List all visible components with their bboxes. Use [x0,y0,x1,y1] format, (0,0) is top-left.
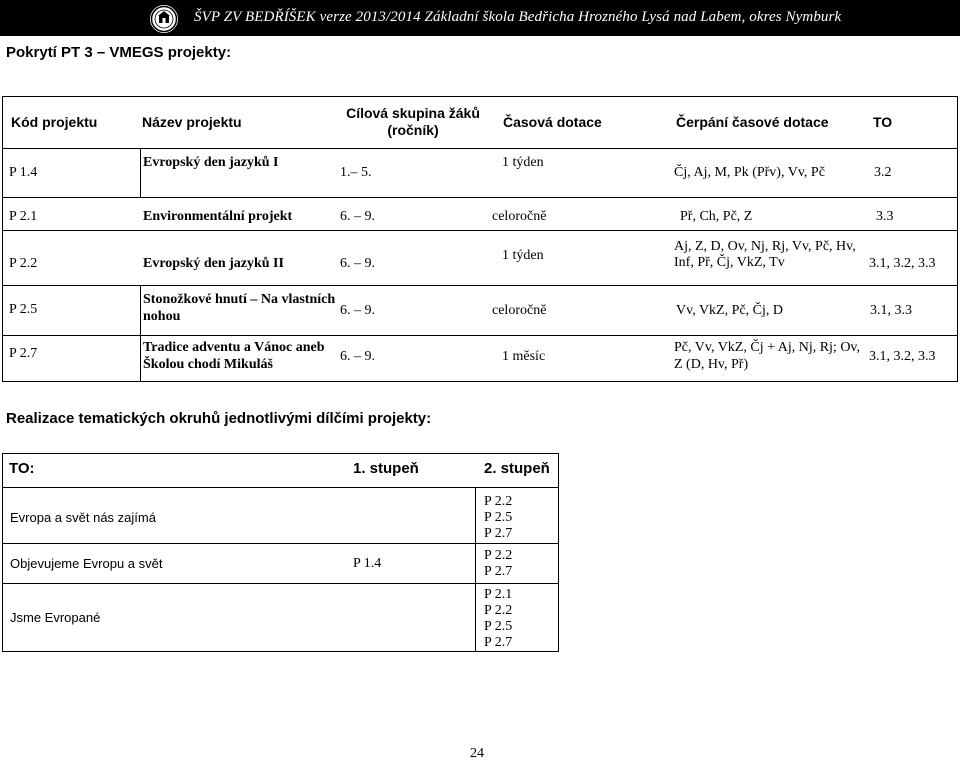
page-number: 24 [470,746,484,761]
row-time: celoročně [492,209,547,224]
row-target: 6. – 9. [340,256,375,271]
row-to: 3.1, 3.3 [870,303,912,318]
theme-stage2-item: P 2.7 [484,564,513,579]
theme-stage1-item: P 1.4 [353,556,382,571]
row-name-line2: Školou chodí Mikuláš [143,357,273,372]
row-name: Evropský den jazyků II [143,256,284,271]
coverage-title: Pokrytí PT 3 – VMEGS projekty: [6,44,232,61]
col-header-time: Časová dotace [503,114,602,130]
theme-stage2-item: P 2.2 [484,603,513,618]
row-name-line2: nohou [143,309,181,324]
row-usage: Př, Ch, Pč, Z [680,209,753,224]
row-code: P 2.2 [9,256,38,271]
row-target: 6. – 9. [340,349,375,364]
row-target: 1.– 5. [340,165,372,180]
realization-title: Realizace tematických okruhů jednotlivými dílčími projekty: [6,410,432,427]
school-logo-icon [148,3,180,35]
row-target: 6. – 9. [340,303,375,318]
header-text: ŠVP ZV BEDŘÍŠEK verze 2013/2014 Základní škola Bedřicha Hrozného Lysá nad Labem, okres Nymburk [194,9,842,25]
themes-header-stage1: 1. stupeň [353,460,419,477]
row-name-line1: Stonožkové hnutí – Na vlastních [143,292,336,307]
row-time: 1 týden [502,155,544,170]
row-usage-line1: Pč, Vv, VkZ, Čj + Aj, Nj, Rj; Ov, [674,340,861,355]
theme-stage2-item: P 2.7 [484,635,513,650]
row-code: P 2.1 [9,209,38,224]
col-header-code: Kód projektu [11,114,98,130]
row-usage-line1: Aj, Z, D, Ov, Nj, Rj, Vv, Pč, Hv, [674,239,856,254]
row-time: celoročně [492,303,547,318]
row-usage-line2: Inf, Př, Čj, VkZ, Tv [674,255,785,270]
row-usage-line2: Z (D, Hv, Př) [674,357,749,372]
row-code: P 1.4 [9,165,38,180]
row-code: P 2.7 [9,346,38,361]
row-target: 6. – 9. [340,209,375,224]
row-time: 1 týden [502,248,544,263]
theme-name: Jsme Evropané [10,610,101,625]
themes-header-stage2: 2. stupeň [484,460,550,477]
col-header-name: Název projektu [142,114,242,130]
row-name-line1: Tradice adventu a Vánoc aneb [143,340,325,355]
row-to: 3.2 [874,165,892,180]
row-usage: Čj, Aj, M, Pk (Přv), Vv, Pč [674,165,825,180]
col-header-target-line2: (ročník) [387,122,439,138]
col-header-target-line1: Cílová skupina žáků [346,105,480,121]
page-header [0,0,960,36]
theme-stage2-item: P 2.2 [484,548,513,563]
row-name: Environmentální projekt [143,209,293,224]
themes-header-to: TO: [9,460,35,477]
theme-name: Evropa a svět nás zajímá [10,510,156,525]
row-to: 3.1, 3.2, 3.3 [869,349,936,364]
row-usage: Vv, VkZ, Pč, Čj, D [676,303,783,318]
row-name: Evropský den jazyků I [143,155,279,170]
col-header-to: TO [873,114,893,130]
row-to: 3.3 [876,209,894,224]
theme-stage2-item: P 2.2 [484,494,513,509]
row-time: 1 měsíc [502,349,546,364]
theme-stage2-item: P 2.7 [484,526,513,541]
col-header-usage: Čerpání časové dotace [676,114,829,130]
theme-stage2-item: P 2.1 [484,587,513,602]
theme-stage2-item: P 2.5 [484,510,513,525]
row-to: 3.1, 3.2, 3.3 [869,256,936,271]
theme-name: Objevujeme Evropu a svět [10,556,163,571]
row-code: P 2.5 [9,302,38,317]
theme-stage2-item: P 2.5 [484,619,513,634]
